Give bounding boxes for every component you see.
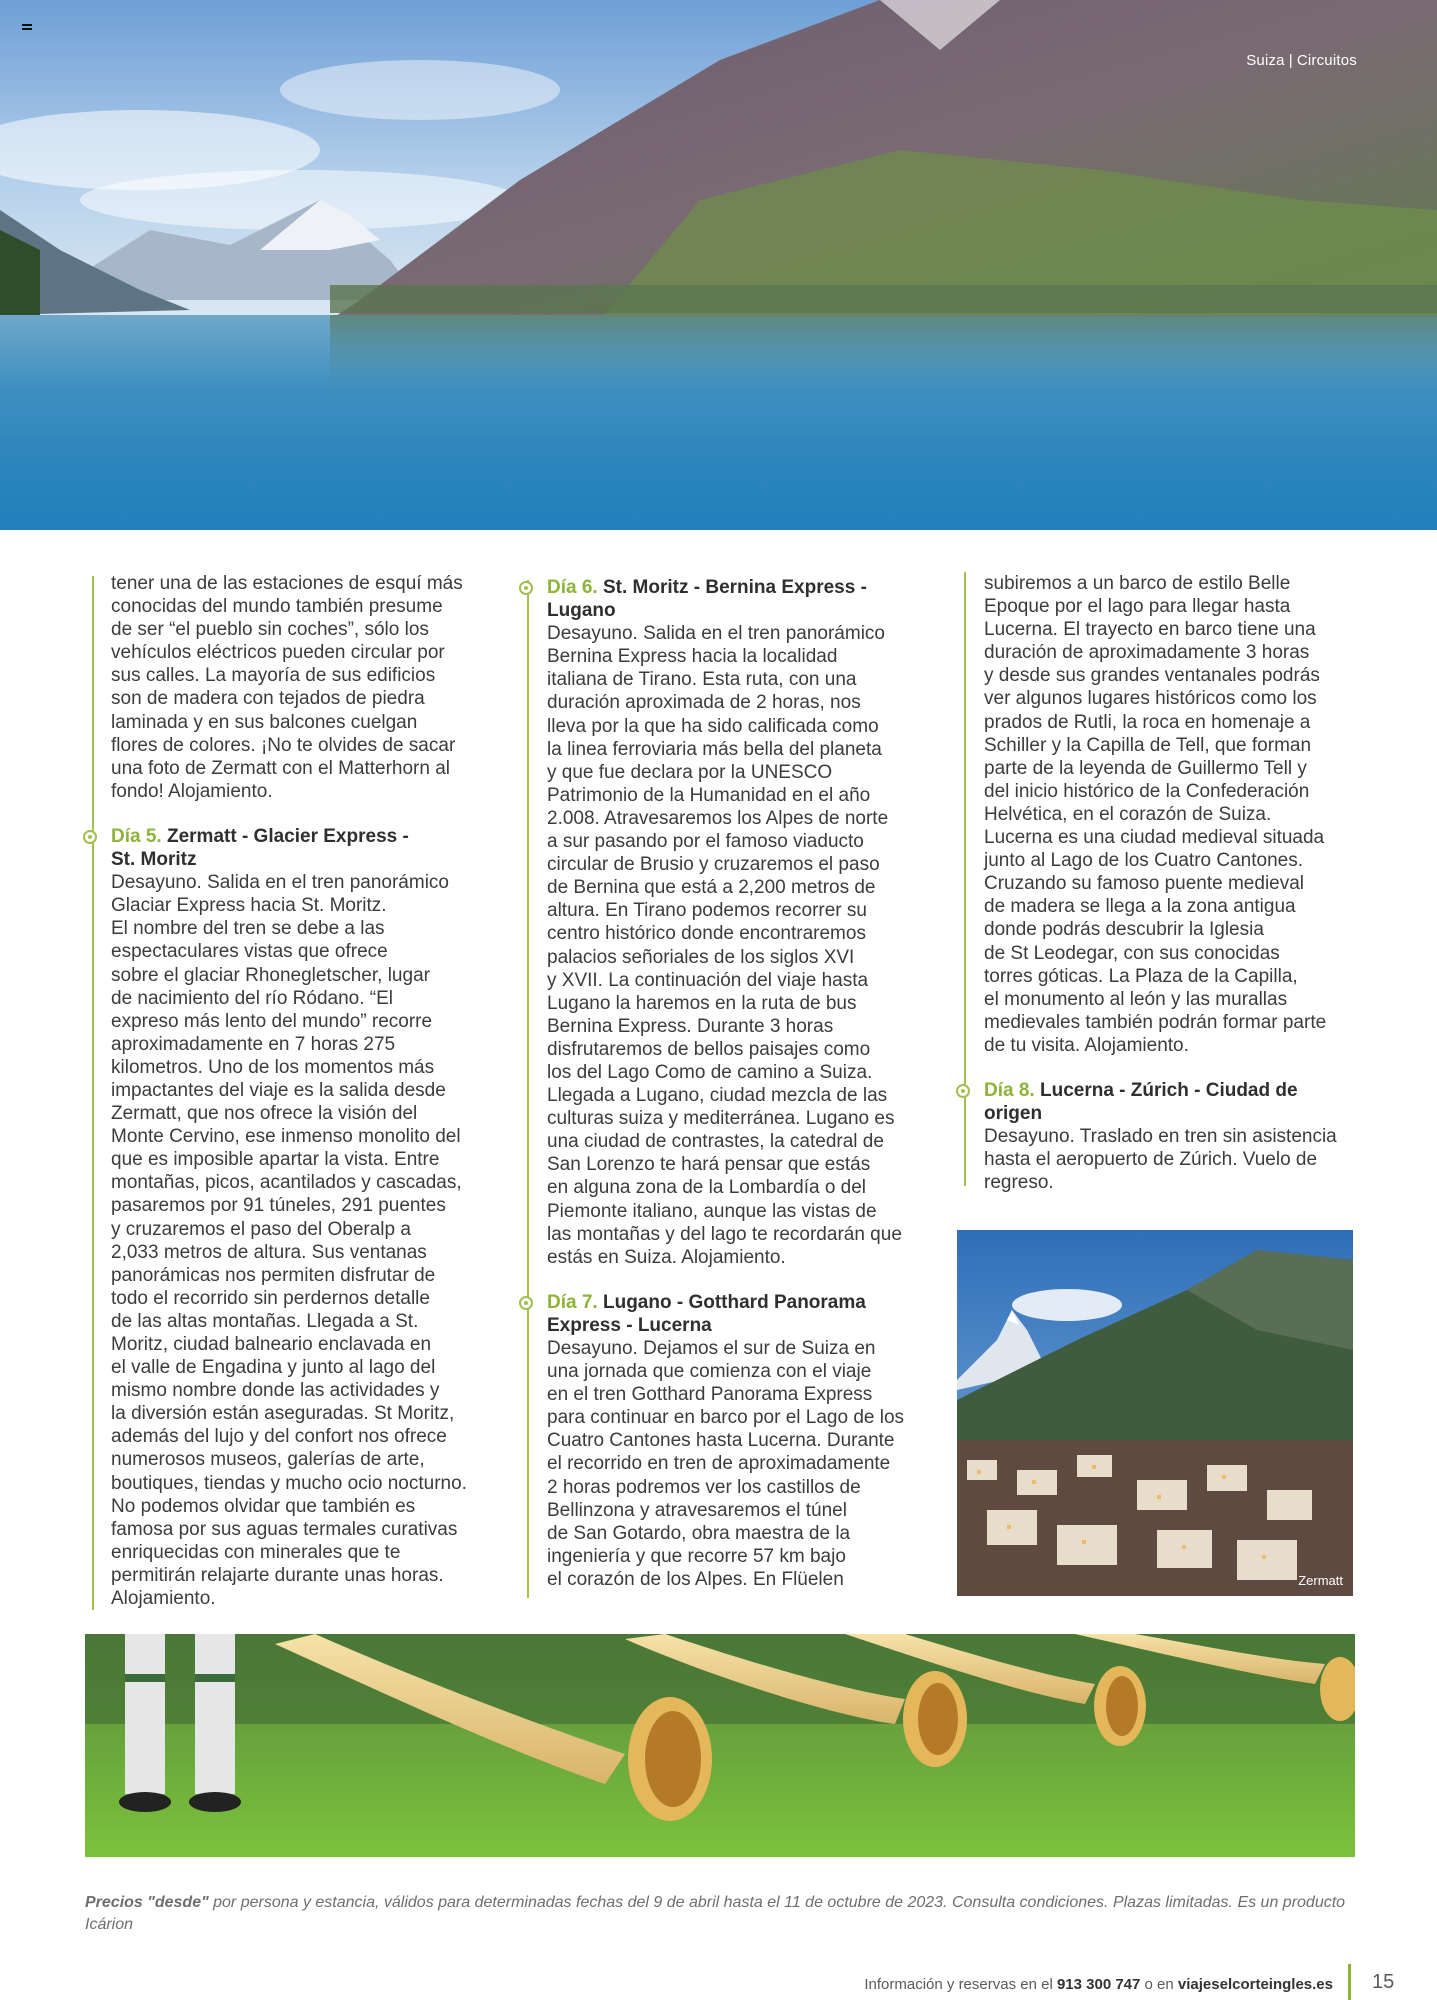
column-rule: [527, 580, 529, 1598]
zermatt-photo: [957, 1230, 1353, 1596]
day-5-text: Desayuno. Salida en el tren panorámico Glaciar Express hacia St. Moritz. El nombre del tren se debe a las espectaculares vistas que ofrece sobre el glaciar Rhonegletscher, lugar de nacimiento del río Ródano. “El expreso más lento del mundo” recorre aproximadamente en 7 horas 275 kilometros. Uno de los momentos más impactantes del viaje es la salida desde Zermatt, que nos ofrece la visión del Monte Cervino, ese inmenso monolito del que es imposible apartar la vista. Entre montañas, picos, acantilados y cascadas, pasaremos por 91 túneles, 291 puentes y cruzaremos el paso del Oberalp a 2,033 metros de altura. Sus ventanas panorámicas nos permiten disfrutar de todo el recorrido sin perdernos detalle de las altas montañas. Llegada a St. Moritz, ciudad balneario enclavada en el valle de Engadina y junto al lago del mismo nombre donde las actividades y la diversión están aseguradas. St Moritz, además del lujo y del confort nos ofrece numerosos museos, galerías de arte, boutiques, tiendas y mucho ocio nocturno. No podemos olvidar que también es famosa por sus aguas termales curativas enriquecidas con minerales que te permitirán relajarte durante unas horas. Alojamiento.: [111, 872, 467, 1610]
footer-divider: [1348, 1964, 1351, 2000]
header-section: Circuitos: [1296, 52, 1357, 69]
alphorn-photo: [85, 1634, 1355, 1857]
day-8-section: [984, 1079, 1374, 1194]
footer-website-link[interactable]: viajeselcorteingles.es: [1177, 1976, 1333, 1993]
day-7-title: Lugano - Gotthard Panorama Express - Lucerna: [547, 1291, 866, 1336]
header-section-label: [1246, 52, 1357, 69]
day-6-text: Desayuno. Salida en el tren panorámico Bernina Express hacia la localidad italiana de Tirano. Esta ruta, con una duración aproximada de 2 horas, nos lleva por la que ha sido calificada como la linea ferroviaria más bella del planeta y que fue declara por la UNESCO Patrimonio de la Humanidad en el año 2.008. Atravesaremos los Alpes de norte a sur pasando por el famoso viaducto circular de Brusio y cruzaremos el paso de Bernina que está a 2,200 metros de altura. En Tirano podemos recorrer su centro histórico donde encontraremos palacios señoriales de los siglos XVI y XVII. La continuación del viaje hasta Lugano la haremos en la ruta de bus Bernina Express. Durante 3 horas disfrutaremos de bellos paisajes como los del Lago Como de camino a Suiza. Llegada a Lugano, ciudad mezcla de las culturas suiza y mediterránea. Lugano es una ciudad de contrastes, la catedral de San Lorenzo te hará pensar que estás en alguna zona de la Lombardía o del Piemonte italiano, aunque las vistas de las montañas y del lago te recordarán que estás en Suiza. Alojamiento.: [547, 623, 902, 1268]
day-marker-icon: [519, 1296, 533, 1310]
day-8-number: Día 8.: [984, 1079, 1035, 1101]
page-number: 15: [1372, 1971, 1395, 1993]
day-5-section: [111, 825, 501, 1610]
disclaimer-text: por persona y estancia, válidos para determinadas fechas del 9 de abril hasta el 11 de octubre de 2023. Consulta condiciones. Plazas limitadas. Es un producto Icárion: [85, 1894, 1346, 1933]
day-6-number: Día 6.: [547, 577, 598, 598]
menu-icon: [22, 24, 32, 30]
price-disclaimer: [85, 1892, 1355, 1936]
day-6-title: St. Moritz - Bernina Express - Lugano: [547, 577, 867, 622]
header-country: Suiza: [1246, 52, 1285, 69]
day-marker-icon: [83, 830, 97, 844]
day-5-title: Zermatt - Glacier Express - St. Moritz: [111, 825, 409, 871]
day-7-number: Día 7.: [547, 1291, 598, 1313]
column-rule: [92, 576, 94, 1610]
footer-contact: [864, 1976, 1333, 1993]
footer-prefix: Información y reservas en el: [864, 1976, 1057, 1993]
day-marker-icon: [956, 1084, 970, 1098]
day-5-number: Día 5.: [111, 825, 162, 847]
disclaimer-lead: Precios "desde": [85, 1894, 209, 1911]
footer-middle: o en: [1140, 1976, 1178, 1993]
hero-lake-photo: [0, 0, 1437, 530]
day-marker-icon: [519, 581, 533, 595]
day-7-text: Desayuno. Dejamos el sur de Suiza en una jornada que comienza con el viaje en el tren Gotthard Panorama Express para continuar en barco por el Lago de los Cuatro Cantones hasta Lucerna. Durante el recorrido en tren de aproximadamente 2 horas podremos ver los castillos de Bellinzona y atravesaremos el túnel de San Gotardo, obra maestra de la ingeniería y que recorre 57 km bajo el corazón de los Alpes. En Flüelen: [547, 1338, 905, 1590]
page-footer: [0, 1960, 1437, 2000]
column-1-intro: tener una de las estaciones de esquí más conocidas del mundo también presume de ser “el pueblo sin coches”, sólo los vehículos eléctricos pueden circular por sus calles. La mayoría de sus edificios son de madera con tejados de piedra laminada y en sus balcones cuelgan flores de colores. ¡No te olvides de sacar una foto de Zermatt con el Matterhorn al fondo! Alojamiento.: [111, 573, 463, 802]
photo-caption: Zermatt: [1298, 1573, 1343, 1588]
column-3-intro: subiremos a un barco de estilo Belle Epoque por el lago para llegar hasta Lucerna. El trayecto en barco tiene una duración de aproximadamente 3 horas y desde sus grandes ventanales podrás ver algunos lugares históricos como los prados de Rutli, la roca en homenaje a Schiller y la Capilla de Tell, que forman parte de la leyenda de Guillermo Tell y del inicio histórico de la Confederación Helvética, en el corazón de Suiza. Lucerna es una ciudad medieval situada junto al Lago de los Cuatro Cantones. Cruzando su famoso puente medieval de madera se llega a la zona antigua donde podrás descubrir la Iglesia de St Leodegar, con sus conocidas torres góticas. La Plaza de la Capilla, el monumento al león y las murallas medievales también podrán formar parte de tu visita. Alojamiento.: [984, 573, 1327, 1056]
day-6-section: [547, 576, 937, 1269]
footer-phone[interactable]: 913 300 747: [1056, 1976, 1141, 1993]
day-8-title: Lucerna - Zúrich - Ciudad de origen: [984, 1079, 1298, 1125]
day-8-text: Desayuno. Traslado en tren sin asistencia hasta el aeropuerto de Zúrich. Vuelo de regreso.: [984, 1126, 1337, 1194]
day-7-section: [547, 1291, 937, 1591]
header-separator: |: [1288, 52, 1293, 69]
